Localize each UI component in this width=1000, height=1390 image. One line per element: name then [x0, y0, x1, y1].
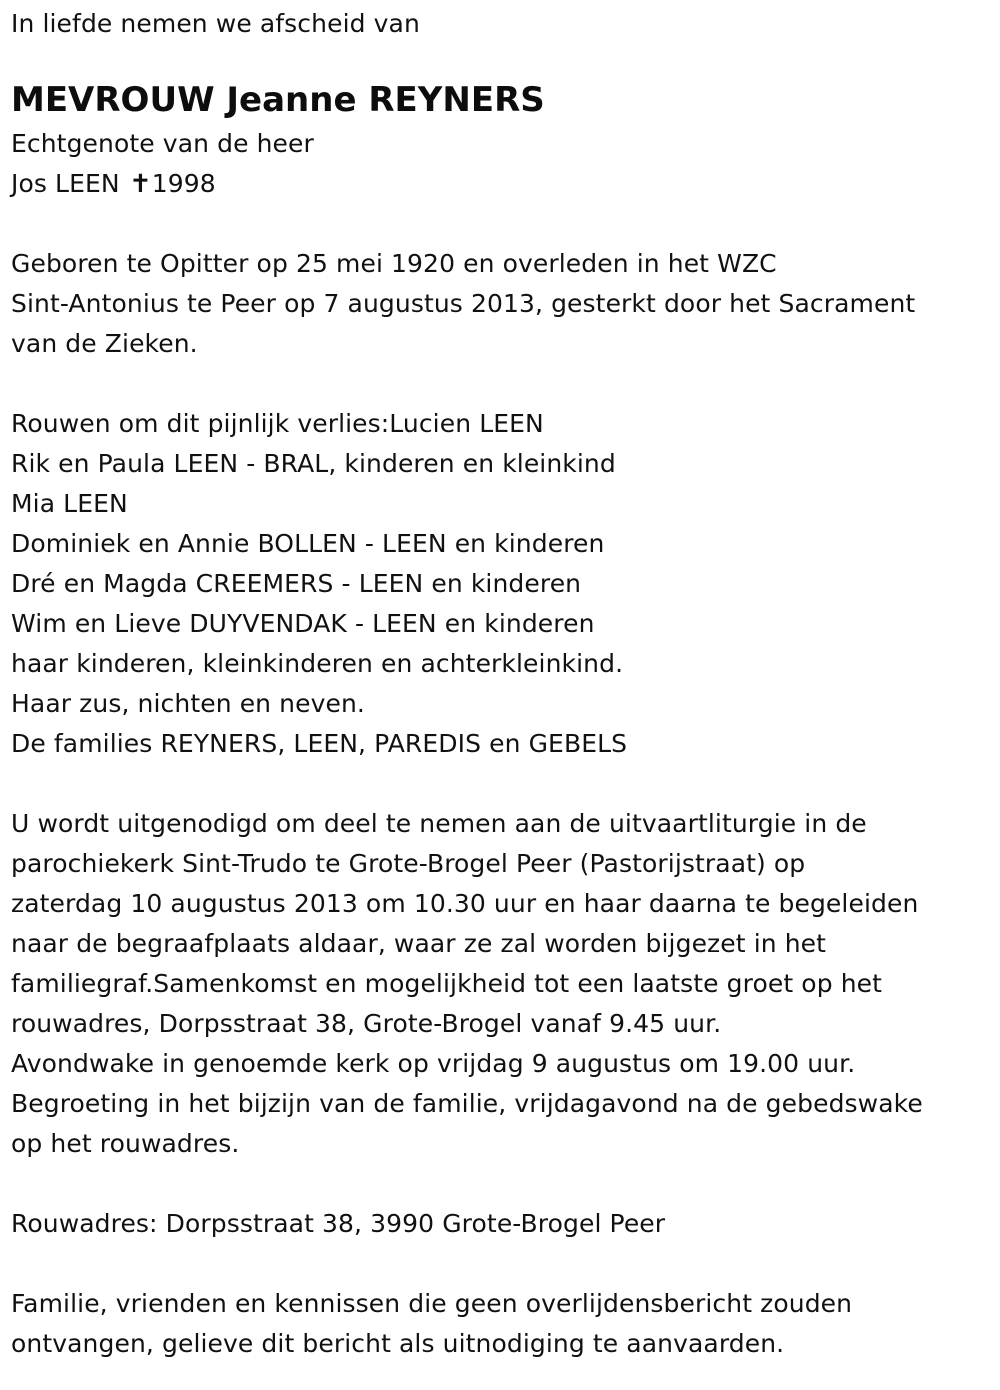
- mourner-line: Rik en Paula LEEN - BRAL, kinderen en kleinkind: [11, 449, 616, 478]
- mourner-line: Wim en Lieve DUYVENDAK - LEEN en kinderen: [11, 609, 595, 638]
- death-notice: [11, 4, 986, 1364]
- mourners-list: [11, 404, 986, 764]
- mourner-line: haar kinderen, kleinkinderen en achterkleinkind.: [11, 649, 624, 678]
- paragraph-line: Familie, vrienden en kennissen die geen overlijdensbericht zouden: [11, 1289, 853, 1318]
- intro-text: In liefde nemen we afscheid van: [11, 9, 420, 38]
- paragraph-line: Geboren te Opitter op 25 mei 1920 en overleden in het WZC: [11, 249, 777, 278]
- paragraph-line: U wordt uitgenodigd om deel te nemen aan de uitvaartliturgie in de: [11, 809, 867, 838]
- mourner-line: Dré en Magda CREEMERS - LEEN en kinderen: [11, 569, 582, 598]
- spouse-death-year: 1998: [151, 169, 216, 198]
- paragraph-line: ontvangen, gelieve dit bericht als uitnodiging te aanvaarden.: [11, 1329, 785, 1358]
- spacer: [11, 1244, 986, 1284]
- spacer: [11, 764, 986, 804]
- mourning-address: Rouwadres: Dorpsstraat 38, 3990 Grote-Brogel Peer: [11, 1209, 666, 1238]
- mourner-line: Haar zus, nichten en neven.: [11, 689, 365, 718]
- paragraph-line: Sint-Antonius te Peer op 7 augustus 2013, gesterkt door het Sacrament: [11, 289, 916, 318]
- paragraph-line: op het rouwadres.: [11, 1129, 240, 1158]
- spacer: [11, 1164, 986, 1204]
- cross-icon: ✝: [128, 169, 152, 198]
- closing-paragraph: [11, 1284, 986, 1364]
- spacer: [11, 364, 986, 404]
- spacer: [11, 44, 986, 76]
- mourner-line: Rouwen om dit pijnlijk verlies:Lucien LEEN: [11, 409, 544, 438]
- deceased-name: MEVROUW Jeanne REYNERS: [11, 80, 545, 120]
- spouse-line: Echtgenote van de heer: [11, 129, 314, 158]
- paragraph-line: van de Zieken.: [11, 329, 198, 358]
- ceremony-paragraph: [11, 804, 986, 1164]
- spouse-name-line: [11, 164, 986, 204]
- paragraph-line: rouwadres, Dorpsstraat 38, Grote-Brogel vanaf 9.45 uur.: [11, 1009, 722, 1038]
- spouse-name: Jos LEEN: [11, 169, 120, 198]
- paragraph-line: naar de begraafplaats aldaar, waar ze zal worden bijgezet in het: [11, 929, 827, 958]
- paragraph-line: Avondwake in genoemde kerk op vrijdag 9 augustus om 19.00 uur.: [11, 1049, 856, 1078]
- birth-death-paragraph: [11, 244, 986, 364]
- paragraph-line: zaterdag 10 augustus 2013 om 10.30 uur en haar daarna te begeleiden: [11, 889, 919, 918]
- paragraph-line: parochiekerk Sint-Trudo te Grote-Brogel Peer (Pastorijstraat) op: [11, 849, 806, 878]
- spacer: [11, 204, 986, 244]
- mourner-line: De families REYNERS, LEEN, PAREDIS en GEBELS: [11, 729, 628, 758]
- paragraph-line: Begroeting in het bijzijn van de familie, vrijdagavond na de gebedswake: [11, 1089, 923, 1118]
- mourner-line: Dominiek en Annie BOLLEN - LEEN en kinderen: [11, 529, 605, 558]
- mourner-line: Mia LEEN: [11, 489, 128, 518]
- paragraph-line: familiegraf.Samenkomst en mogelijkheid tot een laatste groet op het: [11, 969, 883, 998]
